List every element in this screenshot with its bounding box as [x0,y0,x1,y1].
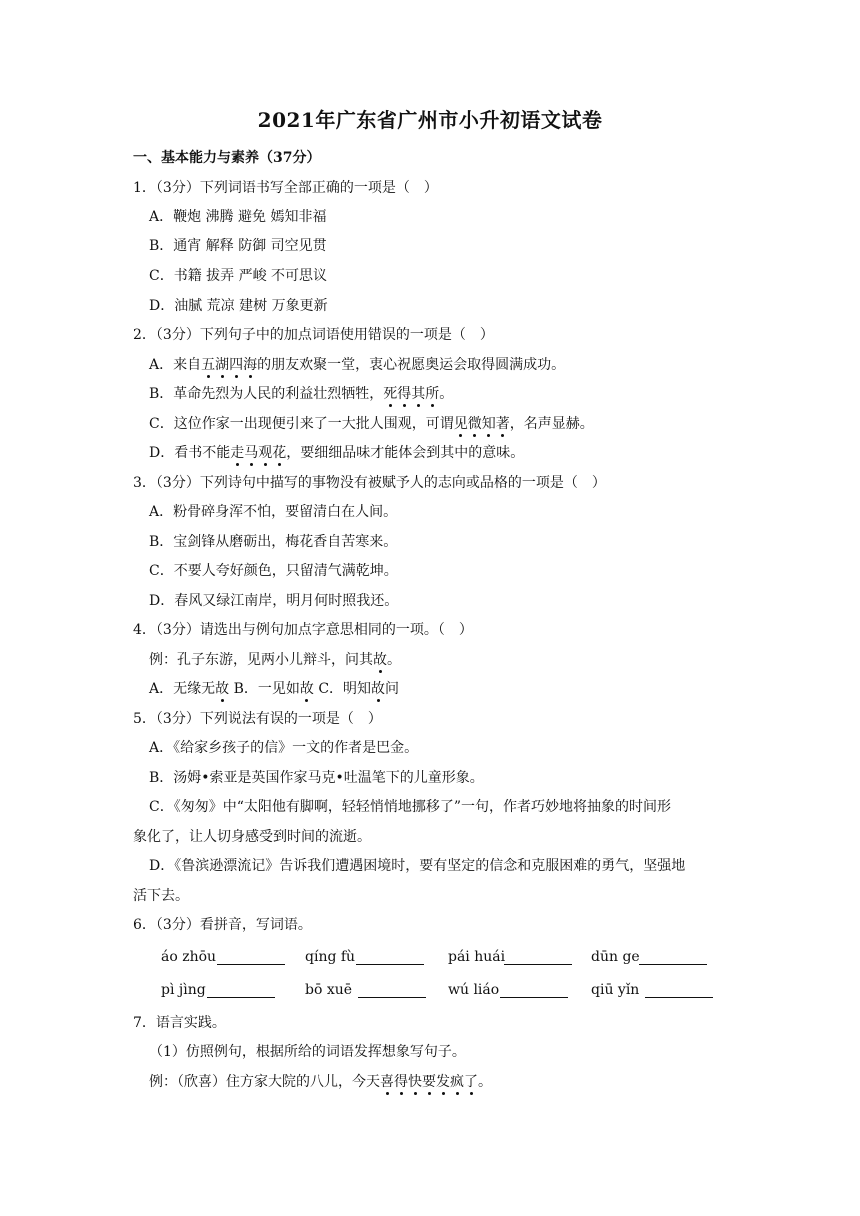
q2-option-b: B．革命先烈为人民的利益壮烈牺牲，死得其所。 [149,386,454,402]
q5-option-d-cont: 活下去。 [133,888,189,904]
question-2: 2．（3分）下列句子中的加点词语使用错误的一项是（ ） [133,327,494,343]
pinyin-7: wú liáo [448,982,500,998]
pinyin-6: bō xuē [305,982,353,998]
pinyin-8: qiū yǐn [591,982,640,998]
pinyin-2: qíng fù [305,949,356,965]
answer-blank[interactable] [500,997,568,998]
answer-blank[interactable] [639,964,707,965]
q5-option-d: D．《鲁滨逊漂流记》告诉我们遭遇困境时，要有坚定的信念和克服困难的勇气，坚强地 [149,858,686,874]
q3-option-a: A．粉骨碎身浑不怕，要留清白在人间。 [149,504,398,520]
question-3: 3．（3分）下列诗句中描写的事物没有被赋予人的志向或品格的一项是（ ） [133,475,606,491]
answer-blank[interactable] [645,997,713,998]
q5-option-c-cont: 象化了，让人切身感受到时间的流逝。 [133,829,371,845]
q1-option-d: D．油腻 荒凉 建树 万象更新 [149,298,328,314]
pinyin-5: pì jìng [161,982,206,998]
question-5: 5．（3分）下列说法有误的一项是（ ） [133,711,382,727]
q5-option-b: B．汤姆•索亚是英国作家马克•吐温笔下的儿童形象。 [149,770,484,786]
q1-option-a: A．鞭炮 沸腾 避免 嫣知非福 [149,209,327,225]
answer-blank[interactable] [504,964,572,965]
q2-option-d: D．看书不能走马观花，要细细品味才能体会到其中的意味。 [149,445,525,461]
q3-option-d: D．春风又绿江南岸，明月何时照我还。 [149,593,399,609]
pinyin-4: dūn ge [591,949,640,965]
q4-options: A．无缘无故 B．一见如故 C．明知故问 [149,681,400,697]
q1-option-b: B．通宵 解释 防御 司空见贯 [149,238,327,254]
q7-example: 例：（欣喜）住方家大院的八儿，今天喜得快要发疯了。 [149,1074,492,1090]
question-1: 1．（3分）下列词语书写全部正确的一项是（ ） [133,180,438,196]
question-4: 4．（3分）请选出与例句加点字意思相同的一项。（ ） [133,622,473,638]
answer-blank[interactable] [356,964,424,965]
pinyin-3: pái huái [448,949,506,965]
answer-blank[interactable] [358,997,426,998]
q5-option-a: A．《给家乡孩子的信》一文的作者是巴金。 [149,740,419,756]
q4-example: 例：孔子东游，见两小儿辩斗，问其故。 [149,652,401,668]
q2-option-c: C．这位作家一出现便引来了一大批人围观，可谓见微知著，名声显赫。 [149,416,594,432]
page-title: 2021年广东省广州市小升初语文试卷 [257,108,603,132]
answer-blank[interactable] [207,997,275,998]
pinyin-1: áo zhōu [161,949,217,965]
section-heading: 一、基本能力与素养（37分） [133,150,321,166]
q3-option-b: B．宝剑锋从磨砺出，梅花香自苦寒来。 [149,534,398,550]
question-7: 7．语言实践。 [133,1015,226,1031]
q7-part-1: （1）仿照例句，根据所给的词语发挥想象写句子。 [149,1044,466,1060]
q2-option-a: A．来自五湖四海的朋友欢聚一堂，衷心祝愿奥运会取得圆满成功。 [149,357,566,373]
answer-blank[interactable] [217,964,285,965]
q5-option-c: C．《匆匆》中“太阳他有脚啊，轻轻悄悄地挪移了”一句，作者巧妙地将抽象的时间形 [149,799,672,815]
question-6: 6．（3分）看拼音，写词语。 [133,917,312,933]
q1-option-c: C．书籍 拔弄 严峻 不可思议 [149,268,328,284]
q3-option-c: C．不要人夸好颜色，只留清气满乾坤。 [149,563,398,579]
